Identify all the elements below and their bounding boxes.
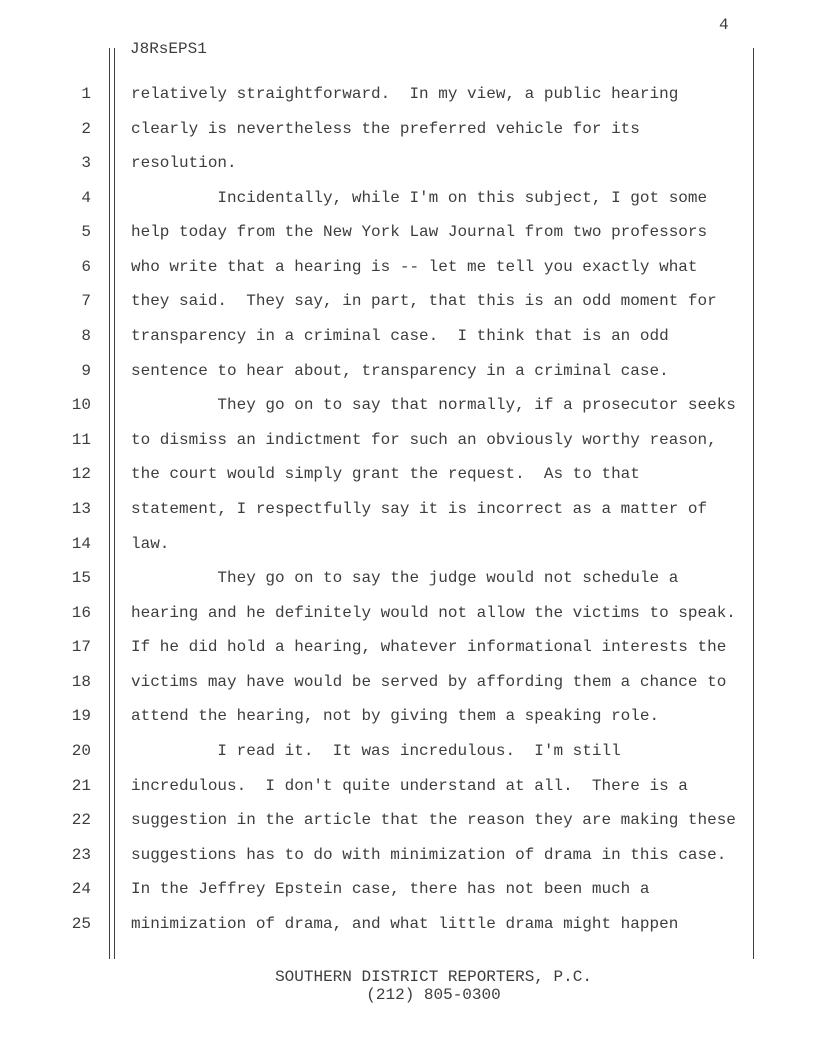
line-text: In the Jeffrey Epstein case, there has not been much a bbox=[131, 880, 650, 899]
transcript-line bbox=[0, 112, 816, 147]
line-text: suggestions has to do with minimization of drama in this case. bbox=[131, 845, 727, 864]
line-text: hearing and he definitely would not allow the victims to speak. bbox=[131, 603, 736, 622]
line-text: sentence to hear about, transparency in a criminal case. bbox=[131, 361, 669, 380]
transcript-line bbox=[0, 561, 816, 596]
line-number: 23 bbox=[71, 845, 91, 864]
reporter-org: SOUTHERN DISTRICT REPORTERS, P.C. bbox=[275, 968, 592, 986]
line-number: 2 bbox=[81, 119, 91, 138]
line-number: 10 bbox=[71, 396, 91, 415]
line-number: 14 bbox=[71, 534, 91, 553]
transcript-line bbox=[0, 423, 816, 458]
transcript-line bbox=[0, 699, 816, 734]
line-number: 16 bbox=[71, 603, 91, 622]
reporter-footer bbox=[131, 969, 736, 1004]
transcript-line bbox=[0, 769, 816, 804]
line-text: who write that a hearing is -- let me tell you exactly what bbox=[131, 257, 698, 276]
transcript-line bbox=[0, 215, 816, 250]
transcript-line bbox=[0, 596, 816, 631]
line-text: law. bbox=[131, 534, 170, 553]
transcript-line bbox=[0, 665, 816, 700]
line-text: relatively straightforward. In my view, a public hearing bbox=[131, 85, 679, 103]
transcript-lines bbox=[0, 77, 816, 941]
line-text: statement, I respectfully say it is incorrect as a matter of bbox=[131, 499, 708, 518]
transcript-line bbox=[0, 388, 816, 423]
line-text: help today from the New York Law Journal from two professors bbox=[131, 223, 708, 242]
transcript-line bbox=[0, 319, 816, 354]
line-text: They go on to say the judge would not schedule a bbox=[131, 569, 679, 588]
line-text: resolution. bbox=[131, 154, 237, 173]
line-number: 11 bbox=[71, 430, 91, 449]
line-number: 8 bbox=[81, 327, 91, 346]
line-text: transparency in a criminal case. I think that is an odd bbox=[131, 327, 669, 346]
line-text: Incidentally, while I'm on this subject, I got some bbox=[131, 188, 708, 207]
line-number: 13 bbox=[71, 499, 91, 518]
line-number: 24 bbox=[71, 880, 91, 899]
line-number: 3 bbox=[81, 154, 91, 173]
reporter-phone: (212) 805-0300 bbox=[366, 985, 501, 1004]
transcript-line bbox=[0, 803, 816, 838]
transcript-line bbox=[0, 838, 816, 873]
transcript-line bbox=[0, 284, 816, 319]
line-number: 6 bbox=[81, 257, 91, 276]
line-text: the court would simply grant the request. As to that bbox=[131, 465, 640, 484]
transcript-line bbox=[0, 492, 816, 527]
transcript-line bbox=[0, 457, 816, 492]
line-number: 18 bbox=[71, 672, 91, 691]
page-number: 4 bbox=[719, 16, 729, 34]
transcript-line bbox=[0, 181, 816, 216]
line-text: victims may have would be served by affording them a chance to bbox=[131, 672, 727, 691]
transcript-line bbox=[0, 630, 816, 665]
line-number: 9 bbox=[81, 361, 91, 380]
line-number: 7 bbox=[81, 292, 91, 311]
transcript-line bbox=[0, 907, 816, 942]
line-text: clearly is nevertheless the preferred vehicle for its bbox=[131, 119, 640, 138]
line-number: 25 bbox=[71, 914, 91, 933]
line-number: 20 bbox=[71, 741, 91, 760]
line-number: 5 bbox=[81, 223, 91, 242]
line-number: 19 bbox=[71, 707, 91, 726]
line-text: They go on to say that normally, if a prosecutor seeks bbox=[131, 396, 736, 415]
transcript-line bbox=[0, 527, 816, 562]
line-text: they said. They say, in part, that this is an odd moment for bbox=[131, 292, 717, 311]
line-text: I read it. It was incredulous. I'm still bbox=[131, 741, 621, 760]
transcript-line bbox=[0, 354, 816, 389]
line-number: 22 bbox=[71, 811, 91, 830]
line-text: suggestion in the article that the reason they are making these bbox=[131, 811, 736, 830]
transcript-line bbox=[0, 734, 816, 769]
line-number: 15 bbox=[71, 569, 91, 588]
transcript-line bbox=[0, 146, 816, 181]
line-text: minimization of drama, and what little drama might happen bbox=[131, 914, 679, 933]
line-text: to dismiss an indictment for such an obviously worthy reason, bbox=[131, 430, 717, 449]
transcript-line bbox=[0, 77, 816, 112]
line-text: attend the hearing, not by giving them a speaking role. bbox=[131, 707, 660, 726]
line-number: 12 bbox=[71, 465, 91, 484]
line-number: 21 bbox=[71, 776, 91, 795]
line-text: incredulous. I don't quite understand at all. There is a bbox=[131, 776, 688, 795]
transcript-line bbox=[0, 250, 816, 285]
line-number: 17 bbox=[71, 638, 91, 657]
transcript-header-code: J8RsEPS1 bbox=[130, 40, 207, 58]
transcript-line bbox=[0, 872, 816, 907]
line-text: If he did hold a hearing, whatever informational interests the bbox=[131, 638, 727, 657]
line-number: 1 bbox=[81, 85, 91, 103]
line-number: 4 bbox=[81, 188, 91, 207]
